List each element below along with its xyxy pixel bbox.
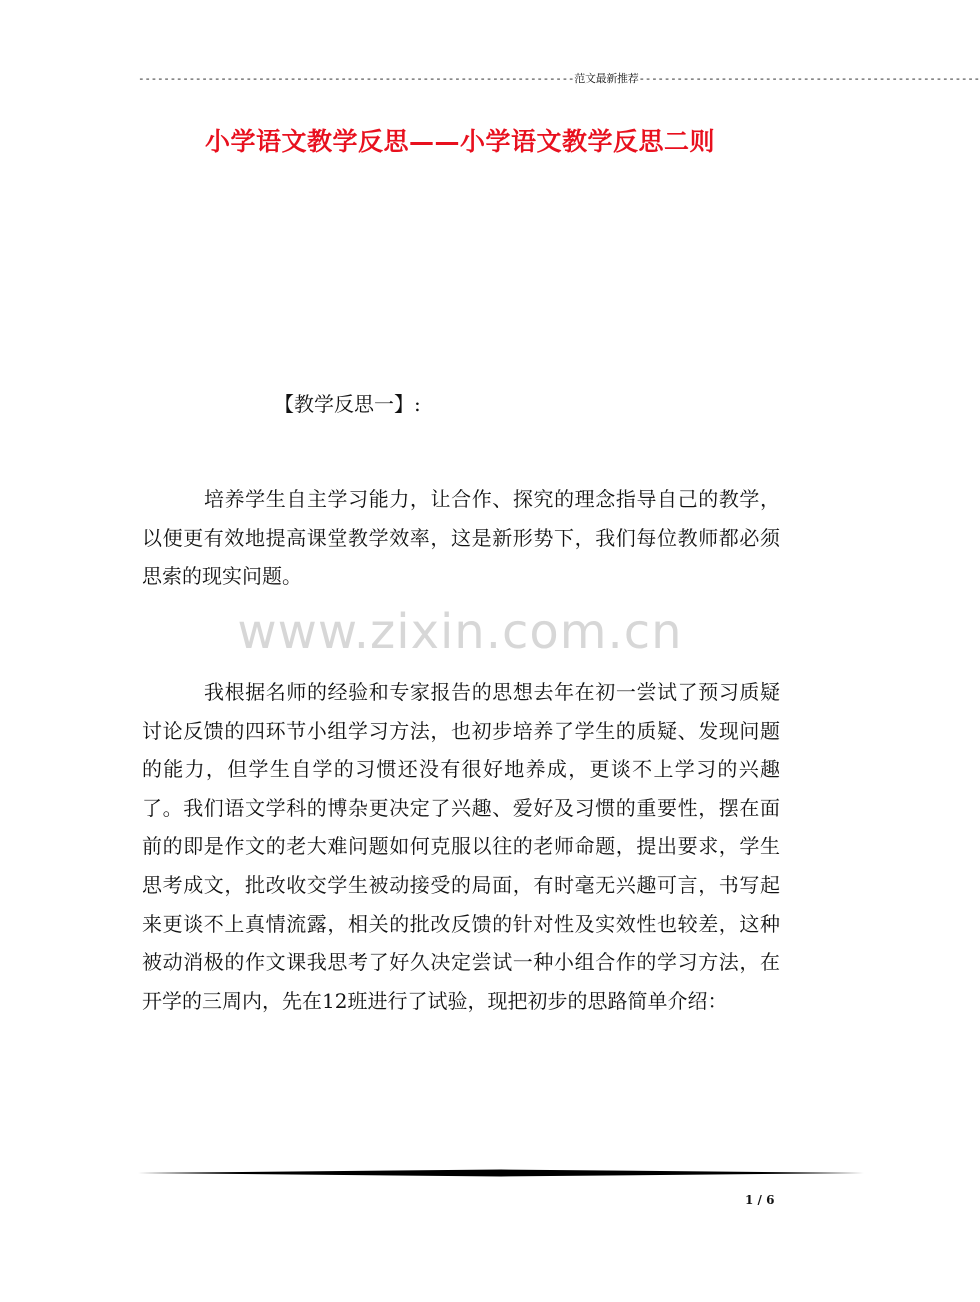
document-title: 小学语文教学反思——小学语文教学反思二则 — [204, 127, 715, 156]
page-number: 1 / 6 — [745, 1193, 775, 1207]
section-heading: 【教学反思一】: — [274, 392, 421, 416]
page-header: ---------------------------------------------------------------------范文最新推荐------------------------------------------------------ — [138, 72, 980, 85]
paragraph-2: 我根据名师的经验和专家报告的思想去年在初一尝试了预习质疑讨论反馈的四环节小组学习方法，也初步培养了学生的质疑、发现问题的能力，但学生自学的习惯还没有很好地养成，更谈不上学习的兴趣了。我们语文学科的博杂更决定了兴趣、爱好及习惯的重要性，摆在面前的即是作文的老大难问题如何克服以往的老师命题，提出要求，学生思考成文，批改收交学生被动接受的局面，有时毫无兴趣可言，书写起来更谈不上真情流露，相关的批改反馈的针对性及实效性也较差，这种被动消极的作文课我思考了好久决定尝试一种小组合作的学习方法，在开学的三周内，先在12班进行了试验，现把初步的思路简单介绍： — [142, 680, 780, 1013]
paragraph-1: 培养学生自主学习能力，让合作、探究的理念指导自己的教学，以便更有效地提高课堂教学效率，这是新形势下，我们每位教师都必须思索的现实问题。 — [142, 487, 780, 589]
watermark: www.zixin.com.cn — [237, 604, 683, 660]
footer-rule — [138, 1169, 864, 1177]
